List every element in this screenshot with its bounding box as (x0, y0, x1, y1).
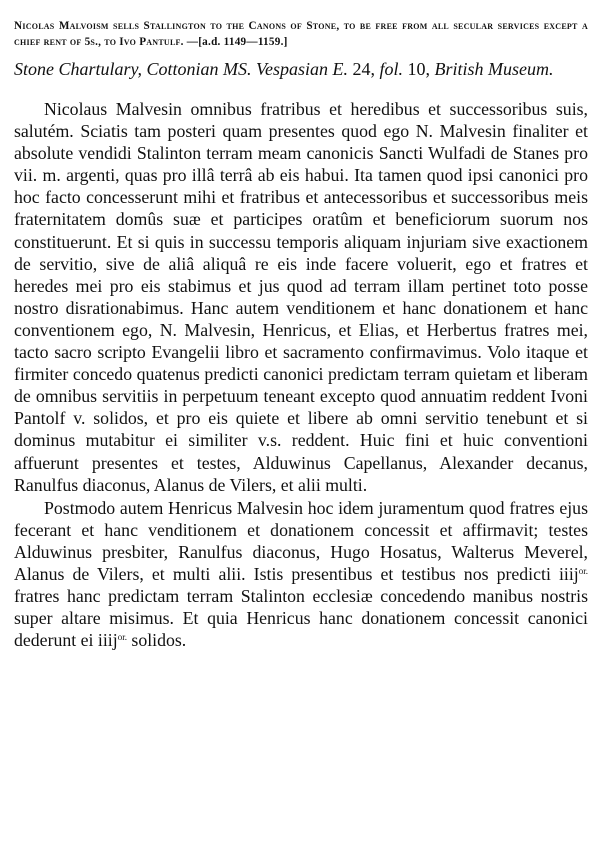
paragraph-2-text-b: fratres hanc predictam terram Stalinton ecclesiæ concedendo manibus nostris super altare misimus. Et quia Henricus hanc donationem concessit canonici dederunt ei iiij (14, 586, 588, 651)
charter-text-paragraph-1: Nicolaus Malvesin omnibus fratribus et heredibus et successoribus suis, salutém. Sciatis tam posteri quam presentes quod ego N. Malvesin finaliter et absolute vendidi Stalinton terram meam canonicis Sancti Wulfadi de Stanes pro vii. m. argenti, quas pro illâ terrâ ab eis habui. Ita tamen quod ipsi canonici pro hoc facto concesserunt mihi et fratribus et antecessoribus et successoribus meis fraternitatem domûs suæ et participes oratûm et beneficiorum suorum nos constituerunt. Et si quis in successu temporis aliquam injuriam sive exactionem de servitio, sive de aliâ aliquâ re eis inde facere voluerit, ego et fratres et heredes mei pro eis stabimus et jus quod ad terram illam pertinet toto posse nostro disrationabimus. Hanc autem venditionem et hanc donationem et hanc conventionem ego, N. Malvesin, Henricus, et Elias, et Herbertus fratres mei, tacto sacro scripto Evangelii libro et sacramento confirmavimus. Volo itaque et firmiter concedo quatenus predicti canonici predictam terram quietam et liberam de omnibus servitiis in perpetuum teneant excepto quod annuatim reddent Ivoni Pantolf v. solidos, et pro eis quiete et libere ab omni servitio tenebunt et si dominus mutabitur ei similiter v.s. reddent. Huic fini et huic conventioni affuerunt presentes et testes, Alduwinus Capellanus, Alexander decanus, Ranulfus diaconus, Alanus de Vilers, et alii multi. (14, 99, 588, 495)
paragraph-2-text-c: solidos. (126, 630, 187, 651)
ordinal-superscript-1: or. (578, 565, 588, 576)
source-folio-number: 10, (407, 59, 431, 79)
source-folio-label: fol. (379, 59, 404, 79)
document-page (14, 18, 588, 651)
ordinal-superscript-2: or. (117, 632, 127, 643)
source-number: 24, (352, 59, 376, 79)
source-citation (14, 58, 588, 80)
paragraph-2-text-a: Postmodo autem Henricus Malvesin hoc idem juramentum quod fratres ejus fecerant et hanc venditionem et donationem concessit et affirmavit; testes Alduwinus presbiter, Ranulfus diaconus, Hugo Hosatus, Walterus Meverel, Alanus de Vilers, et multi alii. Istis presentibus et testibus nos predicti iiij (14, 497, 588, 584)
charter-heading (14, 18, 588, 50)
heading-date: —[a.d. 1149—1159.] (186, 36, 288, 48)
source-location: British Museum. (434, 59, 554, 79)
source-manuscript: Stone Chartulary, Cottonian MS. Vespasian E. (14, 59, 349, 79)
heading-summary: Nicolas Malvoism sells Stallington to the Canons of Stone, to be free from all secular services except a chief rent of 5s., to Ivo Pantulf. (14, 20, 588, 48)
charter-text-paragraph-2 (14, 497, 588, 652)
